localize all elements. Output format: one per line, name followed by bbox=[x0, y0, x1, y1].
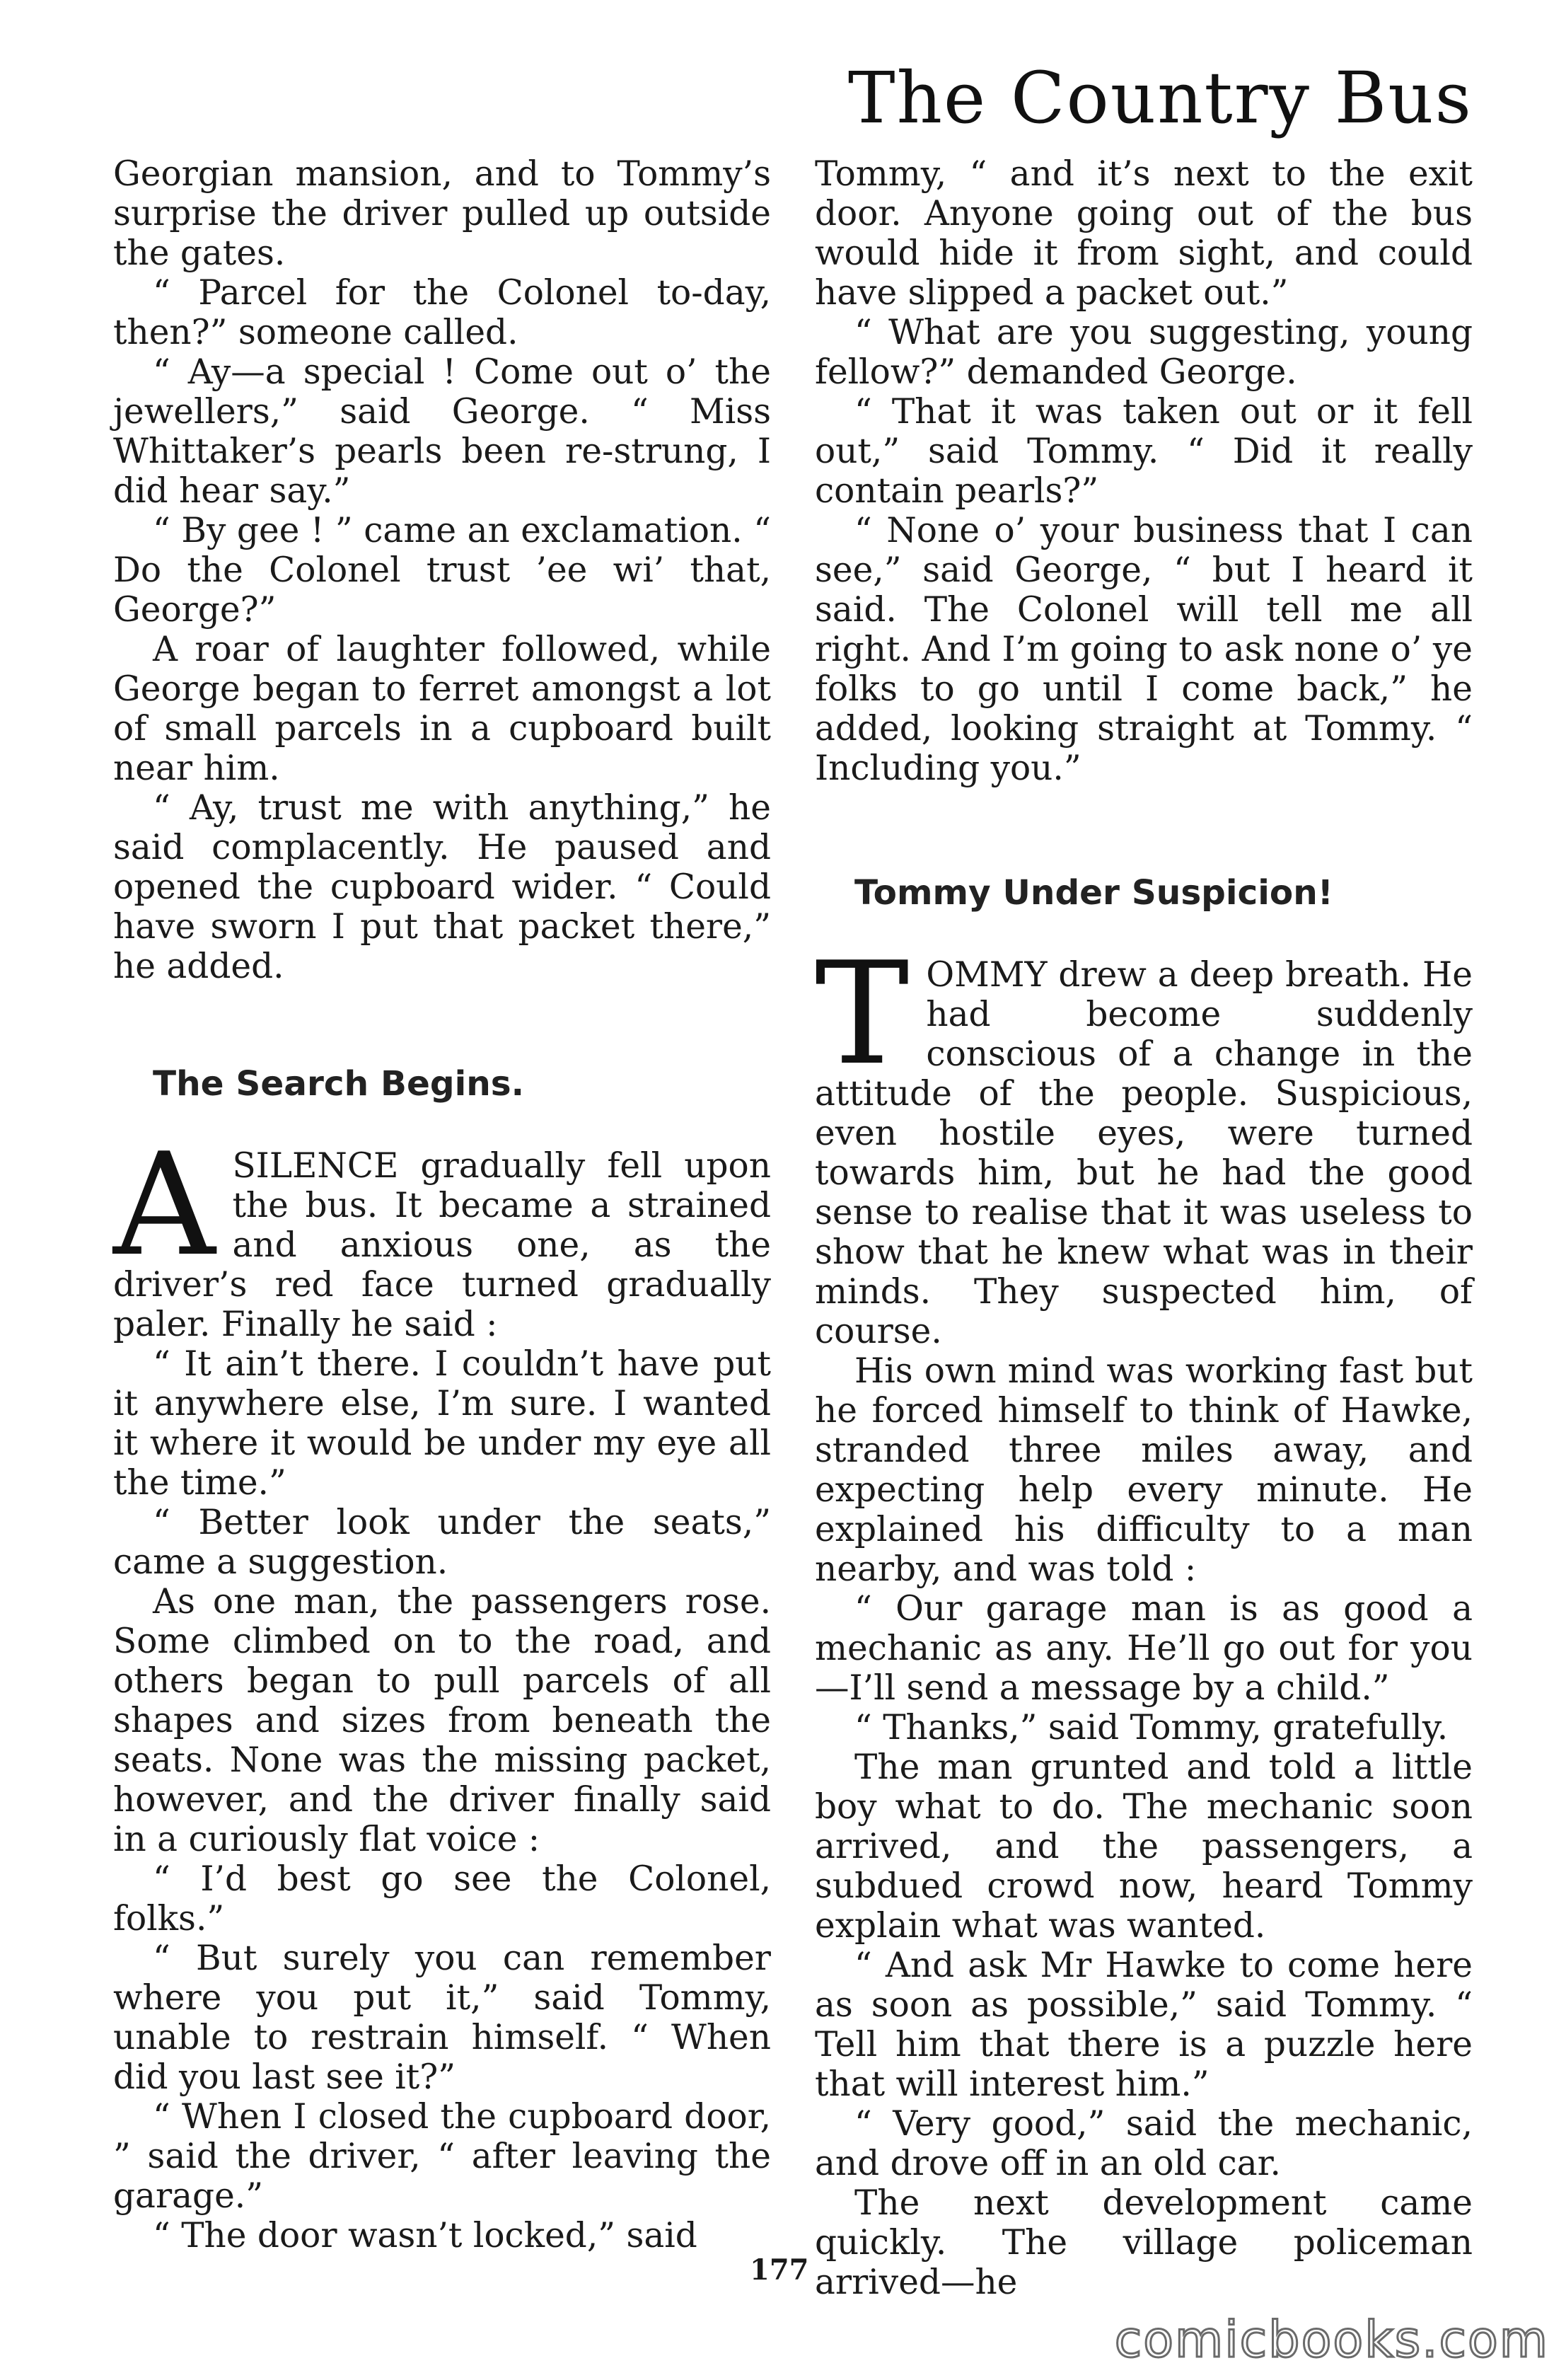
paragraph: “ Better look under the seats,” came a suggestion. bbox=[113, 1503, 771, 1582]
paragraph: Georgian mansion, and to Tommy’s surprise the driver pulled up outside the gates. bbox=[113, 154, 771, 273]
paragraph: “ Ay, trust me with anything,” he said complacently. He paused and opened the cupboard wider. “ Could have sworn I put that packet there,” he added. bbox=[113, 788, 771, 986]
watermark: comicbooks.com bbox=[1114, 2311, 1549, 2369]
left-column bbox=[113, 154, 771, 2255]
running-head-title: The Country Bus bbox=[847, 57, 1473, 139]
paragraph: “ By gee ! ” came an exclamation. “ Do the Colonel trust ’ee wi’ that, George?” bbox=[113, 511, 771, 630]
paragraph-text: SILENCE gradually fell upon the bus. It became a strained and anxious one, as the driver’s red face turned gradually paler. Finally he said : bbox=[113, 1146, 771, 1344]
paragraph: “ Very good,” said the mechanic, and drove off in an old car. bbox=[815, 2104, 1473, 2183]
paragraph: As one man, the passengers rose. Some climbed on to the road, and others began to pull parcels of all shapes and sizes from beneath the seats. None was the missing packet, however, and the driver finally said in a curiously flat voice : bbox=[113, 1582, 771, 1859]
paragraph: The man grunted and told a little boy what to do. The mechanic soon arrived, and the passengers, a subdued crowd now, heard Tommy explain what was wanted. bbox=[815, 1748, 1473, 1946]
paragraph: “ The door wasn’t locked,” said bbox=[153, 2216, 697, 2255]
paragraph: “ It ain’t there. I couldn’t have put it anywhere else, I’m sure. I wanted it where it would be under my eye all the time.” bbox=[113, 1344, 771, 1503]
paragraph: “ Parcel for the Colonel to-day, then?” someone called. bbox=[113, 273, 771, 352]
drop-cap: A bbox=[113, 1123, 216, 1288]
paragraph: Tommy, “ and it’s next to the exit door. Anyone going out of the bus would hide it from sight, and could have slipped a packet out.” bbox=[815, 154, 1473, 313]
paragraph: “ And ask Mr Hawke to come here as soon as possible,” said Tommy. “ Tell him that there is a puzzle here that will interest him.” bbox=[815, 1946, 1473, 2104]
paragraph: “ That it was taken out or it fell out,” said Tommy. “ Did it really contain pearls?” bbox=[815, 392, 1473, 511]
page-number: 177 bbox=[750, 2253, 809, 2287]
paragraph: “ What are you suggesting, young fellow?” demanded George. bbox=[815, 313, 1473, 392]
drop-cap: T bbox=[815, 932, 910, 1097]
paragraph: His own mind was working fast but he forced himself to think of Hawke, stranded three miles away, and expecting help every minute. He explained his difficulty to a man nearby, and was told : bbox=[815, 1351, 1473, 1589]
paragraph: “ None o’ your business that I can see,” said George, “ but I heard it said. The Colonel will tell me all right. And I’m going to ask none o’ ye folks to go until I come back,” he added, looking straight at Tommy. “ Including you.” bbox=[815, 511, 1473, 788]
drop-cap-paragraph bbox=[815, 932, 1473, 1351]
right-column bbox=[815, 154, 1473, 2302]
paragraph: “ I’d best go see the Colonel, folks.” bbox=[113, 1859, 771, 1939]
paragraph: “ But surely you can remember where you put it,” said Tommy, unable to restrain himself. “ When did you last see it?” bbox=[113, 1939, 771, 2097]
section-heading: The Search Begins. bbox=[153, 1064, 525, 1104]
drop-cap-paragraph bbox=[113, 1123, 771, 1344]
paragraph: “ Ay—a special ! Come out o’ the jewellers,” said George. “ Miss Whittaker’s pearls been re-strung, I did hear say.” bbox=[113, 352, 771, 511]
paragraph: The next development came quickly. The village policeman arrived—he bbox=[815, 2183, 1473, 2302]
paragraph: “ When I closed the cupboard door, ” said the driver, “ after leaving the garage.” bbox=[113, 2097, 771, 2216]
paragraph: A roar of laughter followed, while George began to ferret amongst a lot of small parcels in a cupboard built near him. bbox=[113, 630, 771, 788]
paragraph: “ Thanks,” said Tommy, gratefully. bbox=[854, 1708, 1449, 1748]
section-heading: Tommy Under Suspicion! bbox=[854, 873, 1333, 913]
paragraph: “ Our garage man is as good a mechanic as any. He’ll go out for you—I’ll send a message by a child.” bbox=[815, 1589, 1473, 1708]
paragraph-text: OMMY drew a deep breath. He had become suddenly conscious of a change in the attitude of the people. Suspicious, even hostile eyes, were turned towards him, but he had the good sense to realise that it was useless to show that he knew what was in their minds. They suspected him, of course. bbox=[815, 955, 1473, 1351]
